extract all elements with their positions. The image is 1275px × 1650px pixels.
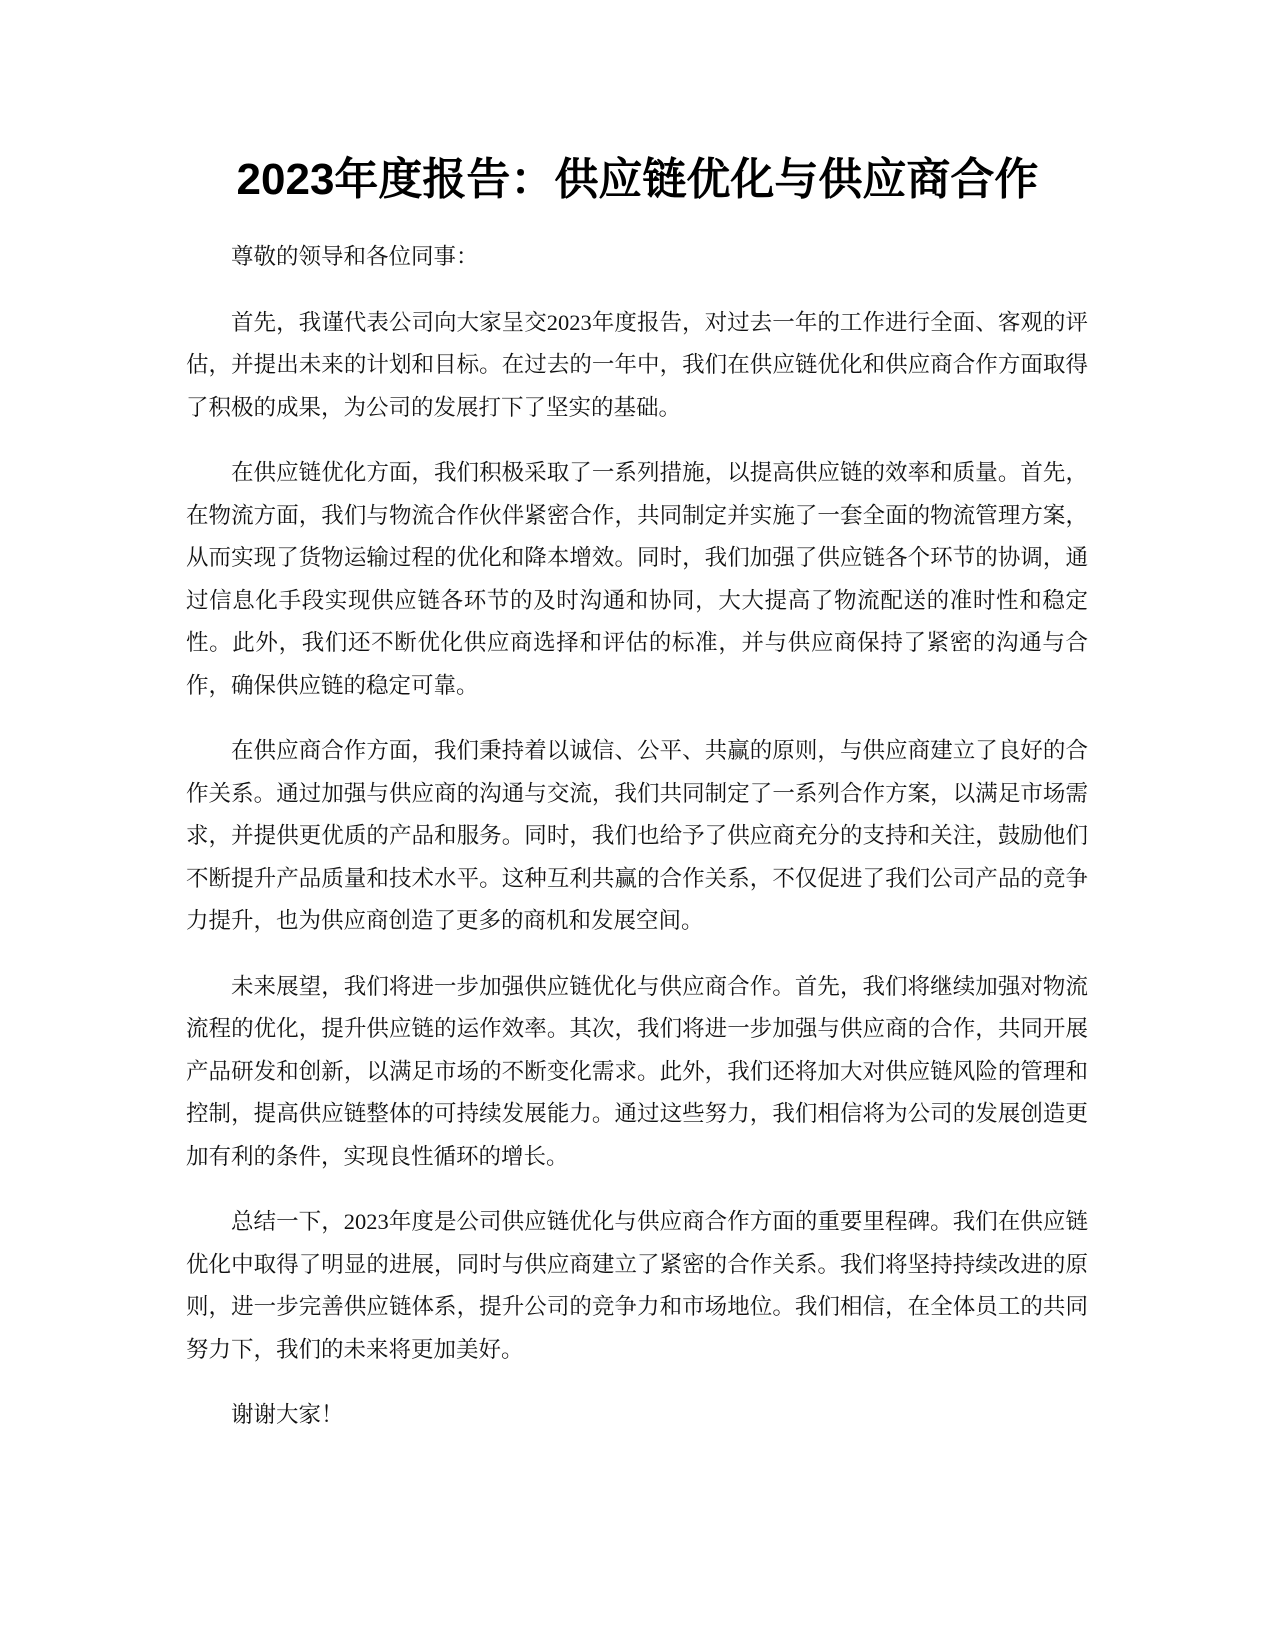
paragraph-intro: 首先，我谨代表公司向大家呈交2023年度报告，对过去一年的工作进行全面、客观的评估，并提出未来的计划和目标。在过去的一年中，我们在供应链优化和供应商合作方面取得了积极的成果，为公司的发展打下了坚实的基础。: [186, 309, 1088, 420]
salutation: 尊敬的领导和各位同事：: [231, 244, 479, 269]
paragraph-supplier-cooperation: 在供应商合作方面，我们秉持着以诚信、公平、共赢的原则，与供应商建立了良好的合作关系。通过加强与供应商的沟通与交流，我们共同制定了一系列合作方案，以满足市场需求，并提供更优质的产品和服务。同时，我们也给予了供应商充分的支持和关注，鼓励他们不断提升产品质量和技术水平。这种互利共赢的合作关系，不仅促进了我们公司产品的竞争力提升，也为供应商创造了更多的商机和发展空间。: [186, 738, 1088, 933]
document-title: 2023年度报告：供应链优化与供应商合作: [236, 155, 1039, 204]
closing-remark: 谢谢大家！: [231, 1402, 344, 1427]
paragraph-supply-chain-optimization: 在供应链优化方面，我们积极采取了一系列措施，以提高供应链的效率和质量。首先，在物流方面，我们与物流合作伙伴紧密合作，共同制定并实施了一套全面的物流管理方案，从而实现了货物运输过程的优化和降本增效。同时，我们加强了供应链各个环节的协调，通过信息化手段实现供应链各环节的及时沟通和协同，大大提高了物流配送的准时性和稳定性。此外，我们还不断优化供应商选择和评估的标准，并与供应商保持了紧密的沟通与合作，确保供应链的稳定可靠。: [186, 460, 1088, 698]
document-body: [186, 236, 1088, 1460]
paragraph-future-outlook: 未来展望，我们将进一步加强供应链优化与供应商合作。首先，我们将继续加强对物流流程的优化，提升供应链的运作效率。其次，我们将进一步加强与供应商的合作，共同开展产品研发和创新，以满足市场的不断变化需求。此外，我们还将加大对供应链风险的管理和控制，提高供应链整体的可持续发展能力。通过这些努力，我们相信将为公司的发展创造更加有利的条件，实现良性循环的增长。: [186, 973, 1088, 1169]
paragraph-summary: 总结一下，2023年度是公司供应链优化与供应商合作方面的重要里程碑。我们在供应链优化中取得了明显的进展，同时与供应商建立了紧密的合作关系。我们将坚持持续改进的原则，进一步完善供应链体系，提升公司的竞争力和市场地位。我们相信，在全体员工的共同努力下，我们的未来将更加美好。: [186, 1209, 1088, 1362]
